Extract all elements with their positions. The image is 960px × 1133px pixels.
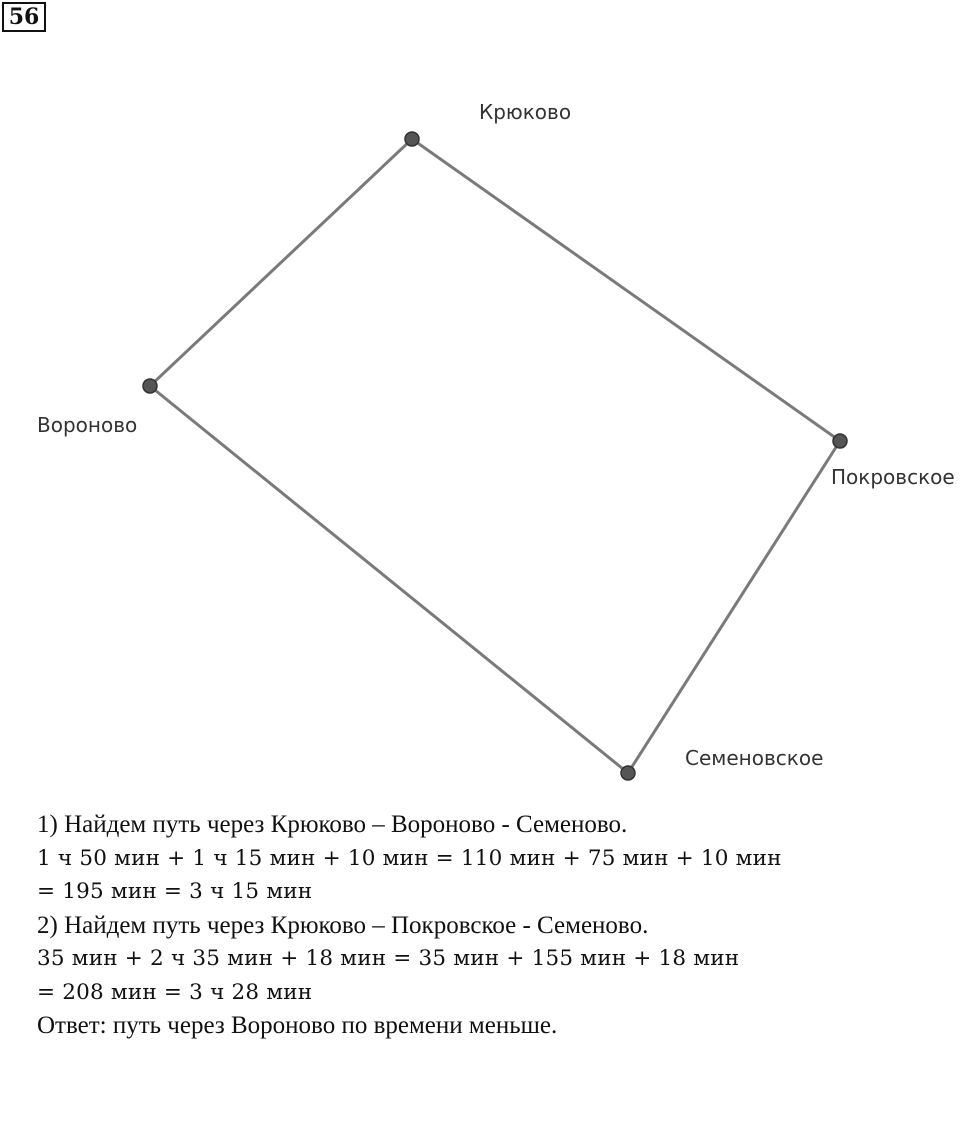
solution-step-2-result: = 208 мин = 3 ч 28 мин [37,979,313,1005]
town-point-voronovo [143,379,157,393]
solution-step-2-heading: 2) Найдем путь через Крюково – Покровское - Семеново. [37,911,649,939]
town-label-kryukovo: Крюково [479,100,572,124]
edge-pokrovskoe-semenovskoe [628,441,840,773]
edge-kryukovo-pokrovskoe [412,139,840,441]
solution-step-1-calculation: 1 ч 50 мин + 1 ч 15 мин + 10 мин = 110 мин + 75 мин + 10 мин [37,845,782,871]
town-label-pokrovskoe: Покровское [831,465,955,489]
town-labels [37,100,955,770]
town-points [143,132,847,780]
solution-text [37,808,937,1043]
edge-voronovo-semenovskoe [150,386,628,773]
solution-answer: Ответ: путь через Вороново по времени меньше. [37,1012,558,1039]
solution-step-1-heading: 1) Найдем путь через Крюково – Вороново - Семеново. [37,811,628,838]
problem-number: 56 [2,2,46,32]
route-edges [150,139,840,773]
town-point-pokrovskoe [833,434,847,448]
edge-kryukovo-vоronovo [150,139,412,386]
town-label-voronovo: Вороново [37,413,138,437]
town-point-semenovskoe [621,766,635,780]
town-point-kryukovo [405,132,419,146]
town-label-semenovskoe: Семеновское [685,746,824,770]
solution-step-2-calculation: 35 мин + 2 ч 35 мин + 18 мин = 35 мин + 155 мин + 18 мин [37,946,740,971]
solution-step-1-result: = 195 мин = 3 ч 15 мин [37,879,313,904]
